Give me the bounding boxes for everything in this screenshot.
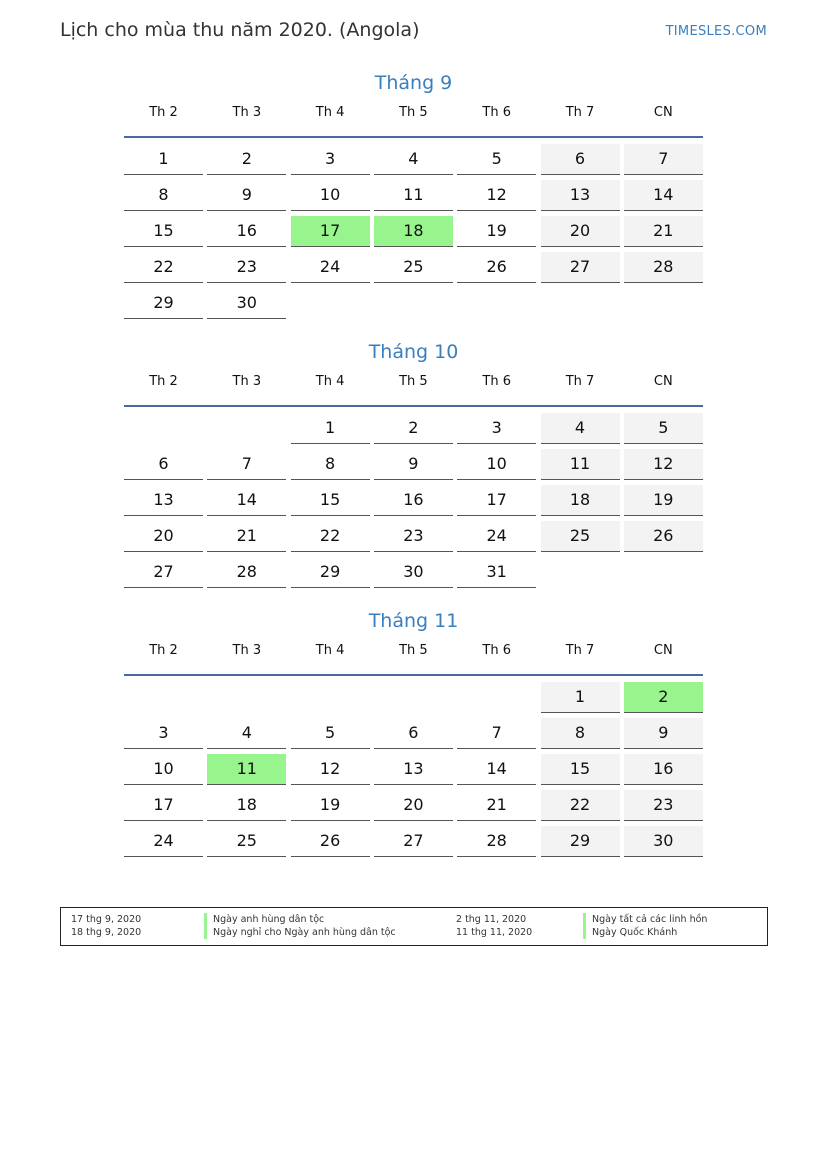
day-cell: 5: [457, 144, 536, 175]
holiday-legend: [60, 907, 768, 946]
day-cell: 12: [624, 449, 703, 480]
day-cell: 23: [207, 252, 286, 283]
legend-date: 11 thg 11, 2020: [456, 927, 533, 938]
day-cell: 18: [541, 485, 620, 516]
day-cell: 21: [624, 216, 703, 247]
day-cell: 13: [541, 180, 620, 211]
day-cell: 1: [541, 682, 620, 713]
weekday-header-row: [124, 367, 703, 407]
day-cell: 22: [291, 521, 370, 552]
day-cell: 1: [291, 413, 370, 444]
page-title: Lịch cho mùa thu năm 2020. (Angola): [60, 19, 420, 41]
weekday-label: Th 5: [399, 105, 428, 120]
weekday-header-row: [124, 98, 703, 138]
legend-holiday-name: Ngày anh hùng dân tộc: [204, 913, 396, 926]
holiday-day-cell: 18: [374, 216, 453, 247]
legend-holiday-name: Ngày Quốc Khánh: [583, 926, 707, 939]
weekday-label: Th 6: [482, 374, 511, 389]
day-cell: 7: [624, 144, 703, 175]
weekday-label: Th 5: [399, 643, 428, 658]
day-cell: 3: [457, 413, 536, 444]
weekday-label: Th 2: [149, 643, 178, 658]
day-cell: 5: [624, 413, 703, 444]
legend-dates-right: [456, 913, 532, 939]
day-cell: 31: [457, 557, 536, 588]
weekday-label: Th 7: [565, 105, 595, 120]
day-cell: 16: [624, 754, 703, 785]
holiday-day-cell: 11: [207, 754, 286, 785]
brand-logo-link[interactable]: TIMESLES.COM: [665, 24, 767, 39]
day-cell: 20: [124, 521, 203, 552]
day-cell: 3: [291, 144, 370, 175]
weekday-label: Th 4: [315, 643, 345, 658]
day-cell: 28: [457, 826, 536, 857]
day-cell: 27: [124, 557, 203, 588]
day-cell: 20: [374, 790, 453, 821]
day-cell: 13: [374, 754, 453, 785]
day-cell: 15: [541, 754, 620, 785]
holiday-day-cell: 2: [624, 682, 703, 713]
legend-holiday-name: Ngày nghỉ cho Ngày anh hùng dân tộc: [204, 926, 396, 939]
weekday-label: Th 4: [315, 374, 345, 389]
day-cell: 17: [457, 485, 536, 516]
day-cell: 25: [541, 521, 620, 552]
day-cell: 17: [124, 790, 203, 821]
day-cell: 16: [374, 485, 453, 516]
day-cell: 10: [124, 754, 203, 785]
day-cell: 9: [374, 449, 453, 480]
day-cell: 28: [624, 252, 703, 283]
weekday-label: Th 2: [149, 105, 178, 120]
day-cell: 16: [207, 216, 286, 247]
weekday-label: Th 2: [149, 374, 178, 389]
day-cell: 24: [291, 252, 370, 283]
day-cell: 4: [374, 144, 453, 175]
day-cell: 15: [291, 485, 370, 516]
day-cell: 22: [124, 252, 203, 283]
legend-names-left: [204, 913, 396, 939]
weekday-label: Th 3: [232, 105, 262, 120]
month-october: [124, 337, 703, 581]
day-cell: 4: [541, 413, 620, 444]
legend-names-right: [583, 913, 707, 939]
day-cell: 11: [541, 449, 620, 480]
weekday-label: Th 3: [232, 643, 262, 658]
day-cell: 7: [207, 449, 286, 480]
month-title: Tháng 11: [368, 610, 459, 632]
holiday-day-cell: 17: [291, 216, 370, 247]
day-cell: 10: [457, 449, 536, 480]
weekday-label: Th 3: [232, 374, 262, 389]
day-cell: 23: [624, 790, 703, 821]
day-cell: 29: [541, 826, 620, 857]
day-cell: 25: [374, 252, 453, 283]
day-cell: 26: [624, 521, 703, 552]
day-cell: 19: [624, 485, 703, 516]
day-cell: 13: [124, 485, 203, 516]
day-cell: 20: [541, 216, 620, 247]
day-cell: 24: [124, 826, 203, 857]
day-cell: 24: [457, 521, 536, 552]
weekday-label: CN: [653, 643, 673, 658]
legend-holiday-name: Ngày tất cả các linh hồn: [583, 913, 707, 926]
day-cell: 12: [291, 754, 370, 785]
weekday-label: Th 7: [565, 643, 595, 658]
legend-date: 17 thg 9, 2020: [71, 914, 142, 925]
weekday-label: Th 6: [482, 105, 511, 120]
day-cell: 14: [624, 180, 703, 211]
day-cell: 25: [207, 826, 286, 857]
weekday-label: CN: [653, 374, 673, 389]
day-cell: 5: [291, 718, 370, 749]
day-cell: 21: [457, 790, 536, 821]
day-cell: 4: [207, 718, 286, 749]
day-cell: 26: [457, 252, 536, 283]
day-cell: 30: [374, 557, 453, 588]
month-title: Tháng 10: [368, 341, 459, 363]
day-cell: 14: [457, 754, 536, 785]
day-cell: 18: [207, 790, 286, 821]
day-cell: 1: [124, 144, 203, 175]
day-cell: 9: [207, 180, 286, 211]
day-cell: 6: [124, 449, 203, 480]
day-cell: 6: [541, 144, 620, 175]
day-cell: 19: [457, 216, 536, 247]
weekday-label: CN: [653, 105, 673, 120]
day-cell: 9: [624, 718, 703, 749]
day-cell: 3: [124, 718, 203, 749]
day-cell: 8: [124, 180, 203, 211]
day-cell: 23: [374, 521, 453, 552]
day-cell: 15: [124, 216, 203, 247]
day-cell: 27: [541, 252, 620, 283]
day-cell: 19: [291, 790, 370, 821]
weekday-label: Th 6: [482, 643, 511, 658]
day-cell: 12: [457, 180, 536, 211]
month-november: [124, 606, 703, 850]
day-cell: 7: [457, 718, 536, 749]
day-cell: 8: [541, 718, 620, 749]
legend-date: 2 thg 11, 2020: [456, 914, 527, 925]
month-title: Tháng 9: [374, 72, 453, 94]
day-cell: 14: [207, 485, 286, 516]
weekday-header-row: [124, 636, 703, 676]
day-cell: 6: [374, 718, 453, 749]
day-cell: 21: [207, 521, 286, 552]
day-cell: 22: [541, 790, 620, 821]
day-cell: 11: [374, 180, 453, 211]
weekday-label: Th 4: [315, 105, 345, 120]
day-cell: 28: [207, 557, 286, 588]
day-cell: 29: [124, 288, 203, 319]
weekday-label: Th 7: [565, 374, 595, 389]
day-cell: 2: [374, 413, 453, 444]
legend-dates-left: [71, 913, 141, 939]
day-cell: 8: [291, 449, 370, 480]
day-cell: 30: [207, 288, 286, 319]
day-cell: 10: [291, 180, 370, 211]
day-cell: 27: [374, 826, 453, 857]
day-cell: 26: [291, 826, 370, 857]
month-september: [124, 68, 703, 312]
day-cell: 30: [624, 826, 703, 857]
day-cell: 2: [207, 144, 286, 175]
legend-date: 18 thg 9, 2020: [71, 927, 142, 938]
weekday-label: Th 5: [399, 374, 428, 389]
day-cell: 29: [291, 557, 370, 588]
